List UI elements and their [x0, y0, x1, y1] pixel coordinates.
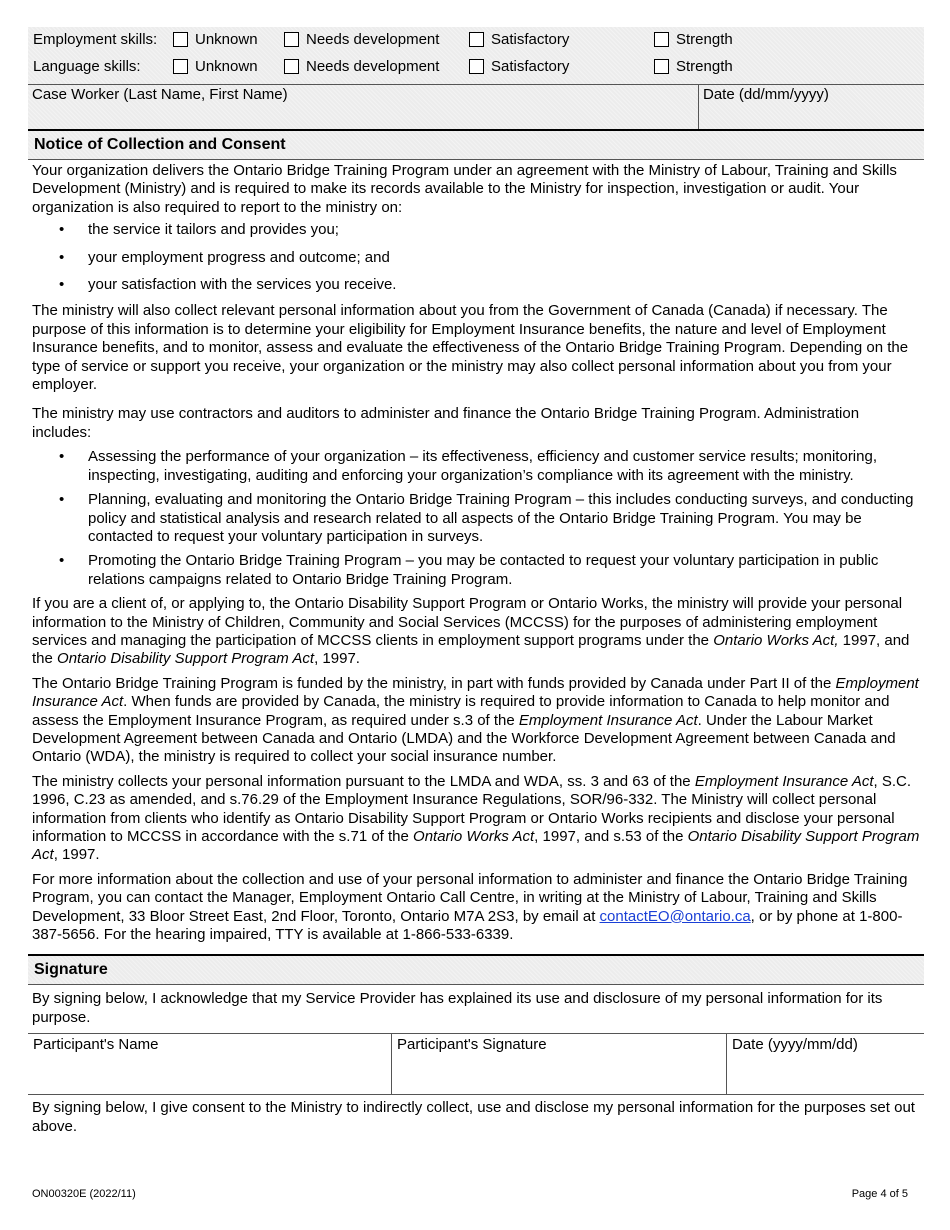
participant-signature-label: Participant's Signature	[397, 1036, 547, 1054]
employment-strength-checkbox[interactable]	[654, 32, 669, 47]
language-satisfactory-option[interactable]: Satisfactory	[469, 58, 569, 75]
notice-paragraph-2: The ministry will also collect relevant personal information about you from the Government of Canada (Canada) if necessary. The purpose of this information is to determine your eligibility for Employment Insurance benefits, the nature and level of Employment Insurance benefits, and to monitor, assess and evaluate the effectiveness of the Ontario Bridge Training Program. Depending on the type of service or support you receive, your organization or the ministry may also collect personal information about you from your employer.	[32, 302, 909, 394]
case-worker-name-field[interactable]	[28, 85, 699, 129]
list-item: • Promoting the Ontario Bridge Training Program – you may be contacted to request your voluntary participation in public relations campaigns related to Ontario Bridge Training Program.	[59, 552, 879, 588]
language-skills-label: Language skills:	[33, 58, 141, 75]
language-needs-development-option[interactable]: Needs development	[284, 58, 439, 75]
employment-needs-development-option[interactable]: Needs development	[284, 31, 439, 48]
contact-email-link[interactable]: contactEO@ontario.ca	[599, 907, 751, 925]
employment-satisfactory-option[interactable]: Satisfactory	[469, 31, 569, 48]
notice-paragraph-5: The Ontario Bridge Training Program is funded by the ministry, in part with funds provided by Canada under Part II of the Employment Insurance Act. When funds are provided by Canada, the ministry is required to provide information to Canada to help monitor and assess the Employment Insurance Program, as required under s.3 of the Employment Insurance Act. Under the Labour Market Development Agreement between Canada and Ontario (LMDA) and the Workforce Development Agreement between Canada and Ontario (WDA), the ministry is required to collect your social insurance number.	[32, 674, 919, 766]
language-strength-option[interactable]: Strength	[654, 58, 733, 75]
case-worker-name-label: Case Worker (Last Name, First Name)	[32, 86, 288, 103]
employment-unknown-checkbox[interactable]	[173, 32, 188, 47]
participant-signature-field[interactable]	[392, 1034, 727, 1094]
signature-date-label: Date (yyyy/mm/dd)	[732, 1036, 858, 1054]
participant-name-label: Participant's Name	[33, 1036, 159, 1054]
notice-administration-list	[28, 448, 924, 589]
case-worker-date-field[interactable]	[699, 85, 924, 129]
form-page	[28, 27, 924, 1136]
notice-paragraph-1: Your organization delivers the Ontario Bridge Training Program under an agreement with the Ministry of Labour, Training and Skills Development (Ministry) and is required to make its records available to the Ministry for inspection, investigation or audit. Your organization is also required to report to the ministry on:	[32, 162, 897, 216]
skills-section	[28, 27, 924, 84]
language-unknown-option[interactable]: Unknown	[173, 58, 258, 75]
employment-strength-option[interactable]: Strength	[654, 31, 733, 48]
employment-skills-row	[28, 27, 924, 53]
signature-section-title: Signature	[28, 954, 924, 985]
language-skills-row	[28, 54, 924, 80]
signature-date-field[interactable]	[727, 1034, 924, 1094]
notice-paragraph-7: For more information about the collection and use of your personal information to administer and finance the Ontario Bridge Training Program, you can contact the Manager, Employment Ontario Call Centre, in writing at the Ministry of Labour, Training and Skills Development, 33 Bloor Street East, 2nd Floor, Toronto, Ontario M7A 2S3, by email at contactEO@ontario.ca, or by phone at 1-800-387-5656. For the hearing impaired, TTY is available at 1-866-533-6339.	[32, 870, 908, 944]
list-item: • Assessing the performance of your organization – its effectiveness, efficiency and customer service results; monitoring, inspecting, investigating, auditing and enforcing your organization’s compliance with its agreement with the ministry.	[59, 448, 877, 484]
form-id: ON00320E (2022/11)	[32, 1188, 136, 1200]
case-worker-row	[28, 84, 924, 131]
list-item: • your employment progress and outcome; and	[59, 248, 390, 266]
employment-needs-development-checkbox[interactable]	[284, 32, 299, 47]
notice-report-list	[28, 221, 924, 294]
language-needs-development-checkbox[interactable]	[284, 59, 299, 74]
notice-paragraph-6: The ministry collects your personal information pursuant to the LMDA and WDA, ss. 3 and 63 of the Employment Insurance Act, S.C. 1996, C.23 as amended, and s.76.29 of the Employment Insurance Regulations, SOR/96-332. The Ministry will collect personal information from clients who identify as Ontario Disability Support Program or Ontario Works recipients and disclose your personal information to MCCSS in accordance with the s.71 of the Ontario Works Act, 1997, and s.53 of the Ontario Disability Support Program Act, 1997.	[32, 772, 920, 864]
notice-paragraph-4: If you are a client of, or applying to, the Ontario Disability Support Program or Ontario Works, the ministry will provide your personal information to the Ministry of Children, Community and Social Services (MCCSS) for the purposes of administering employment services and managing the participation of MCCSS clients in employment support programs under the Ontario Works Act, 1997, and the Ontario Disability Support Program Act, 1997.	[32, 595, 910, 668]
page-number: Page 4 of 5	[851, 1188, 908, 1200]
case-worker-date-label: Date (dd/mm/yyyy)	[703, 86, 829, 103]
employment-unknown-option[interactable]: Unknown	[173, 31, 258, 48]
notice-section-title: Notice of Collection and Consent	[28, 131, 924, 160]
notice-paragraph-3: The ministry may use contractors and auditors to administer and finance the Ontario Bridge Training Program. Administration includes:	[32, 405, 860, 441]
list-item: • your satisfaction with the services you receive.	[59, 276, 397, 294]
signature-table	[28, 1033, 924, 1095]
signature-acknowledgement: By signing below, I acknowledge that my Service Provider has explained its use and disclosure of my personal information for its purpose.	[32, 990, 883, 1026]
employment-satisfactory-checkbox[interactable]	[469, 32, 484, 47]
language-strength-checkbox[interactable]	[654, 59, 669, 74]
list-item: • Planning, evaluating and monitoring the Ontario Bridge Training Program – this includes conducting surveys, and conducting policy and statistical analysis and research related to all aspects of the Ontario Bridge Training Program. You may be contacted to request your voluntary participation in surveys.	[59, 491, 914, 545]
consent-statement: By signing below, I give consent to the Ministry to indirectly collect, use and disclose my personal information for the purposes set out above.	[32, 1099, 915, 1135]
language-satisfactory-checkbox[interactable]	[469, 59, 484, 74]
participant-name-field[interactable]	[28, 1034, 392, 1094]
employment-skills-label: Employment skills:	[33, 31, 158, 48]
language-unknown-checkbox[interactable]	[173, 59, 188, 74]
list-item: • the service it tailors and provides you;	[59, 221, 339, 239]
